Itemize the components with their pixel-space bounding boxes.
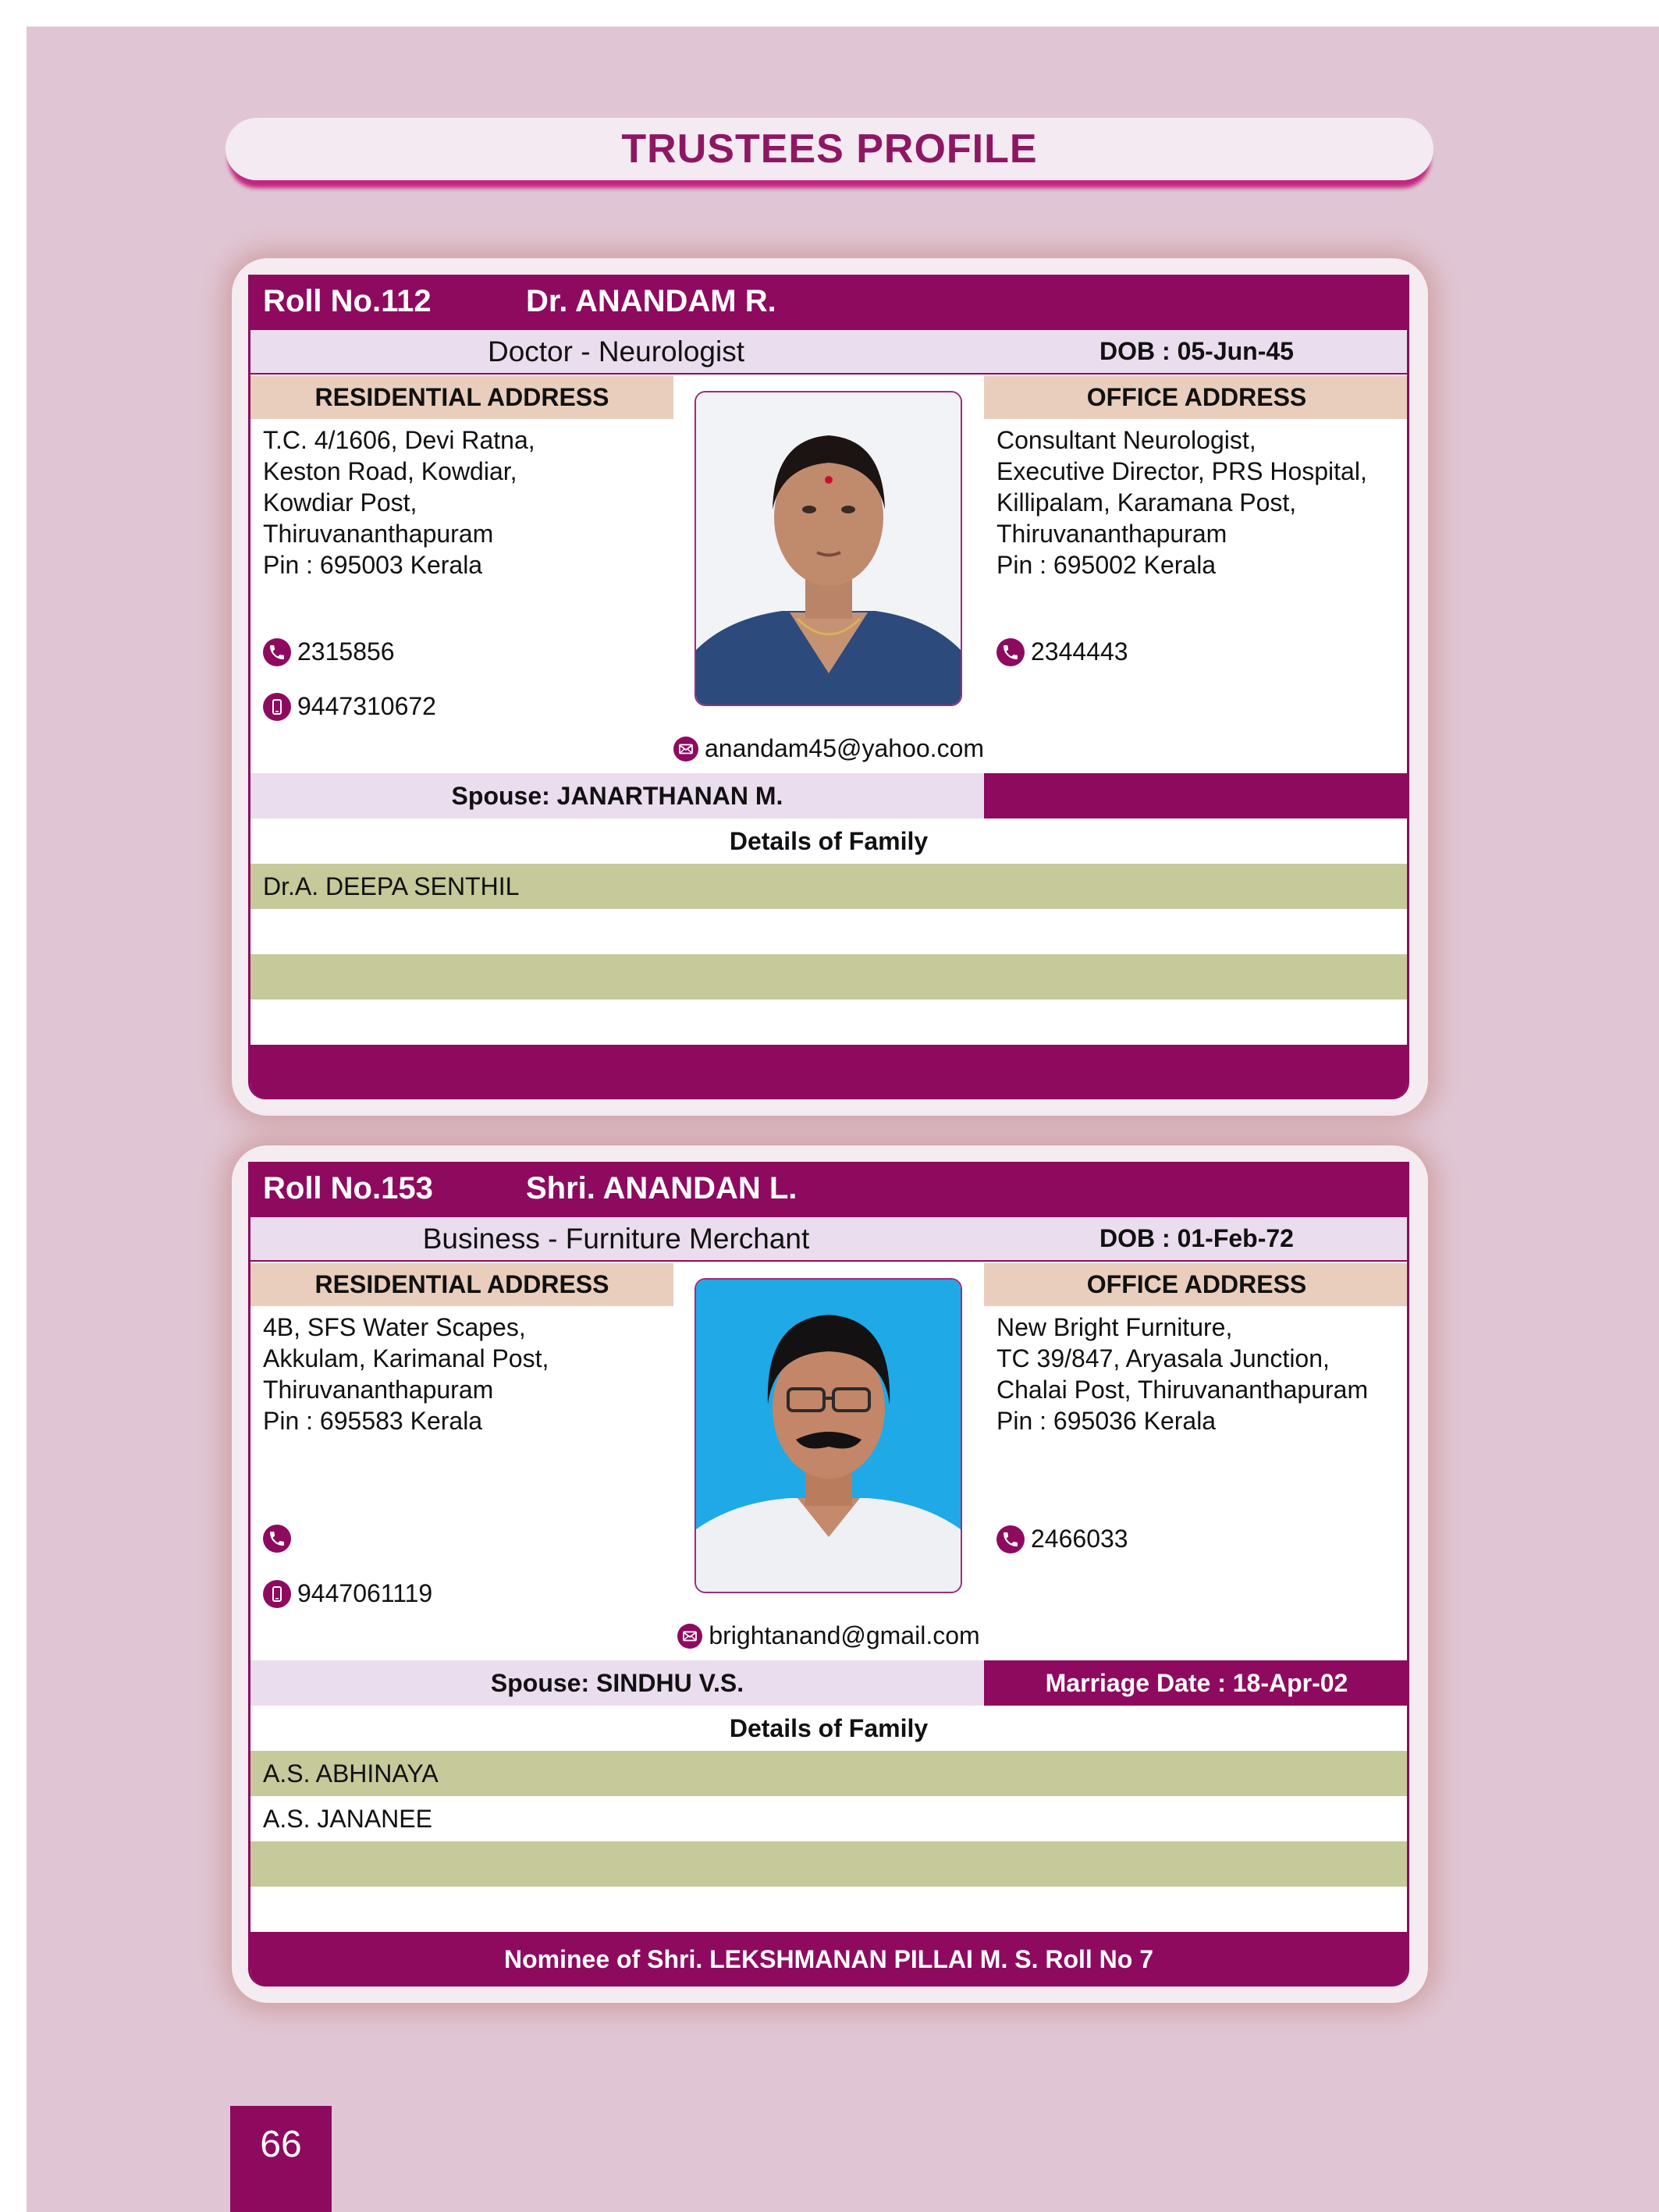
trustee-photo: [695, 391, 962, 706]
address-line: Killipalam, Karamana Post,: [996, 488, 1297, 517]
marriage-date: Marriage Date : 18-Apr-02: [984, 1660, 1409, 1706]
trustee-name: Dr. ANANDAM R.: [526, 284, 776, 318]
email-icon: [677, 1624, 702, 1649]
card-header: [250, 1162, 1407, 1217]
office-phone: [996, 1525, 1128, 1553]
family-row: [250, 1841, 1407, 1887]
family-details-title: Details of Family: [729, 1714, 929, 1742]
office-address-header: OFFICE ADDRESS: [984, 376, 1409, 419]
office-phone: [996, 637, 1128, 666]
email-row: [250, 734, 1407, 765]
phone-icon: [996, 1525, 1025, 1553]
family-row: [250, 954, 1407, 999]
phone-icon: [263, 1525, 291, 1553]
address-line: 4B, SFS Water Scapes,: [263, 1313, 526, 1341]
spouse-row: [250, 1660, 984, 1706]
office-address-header: OFFICE ADDRESS: [984, 1263, 1409, 1306]
address-line: Thiruvananthapuram: [263, 1376, 494, 1404]
page-number: 66: [230, 2106, 332, 2212]
mobile-number: [263, 1579, 432, 1608]
mobile-icon: [263, 1580, 291, 1608]
family-row: [250, 999, 1407, 1045]
occupation: Business - Furniture Merchant: [422, 1223, 810, 1255]
family-row: [250, 1887, 1407, 1932]
address-line: Akkulam, Karimanal Post,: [263, 1344, 549, 1372]
address-line: Chalai Post, Thiruvananthapuram: [996, 1376, 1369, 1404]
office-address: [996, 1312, 1406, 1436]
address-line: T.C. 4/1606, Devi Ratna,: [263, 426, 535, 454]
family-details-title: Details of Family: [729, 827, 929, 855]
residence-phone: [263, 1525, 297, 1553]
spouse-name: Spouse: JANARTHANAN M.: [451, 782, 783, 810]
spouse-row: [250, 773, 984, 818]
portrait-image: [696, 392, 961, 705]
address-line: Thiruvananthapuram: [263, 520, 494, 548]
mobile-number: [263, 692, 436, 721]
address-line: Keston Road, Kowdiar,: [263, 457, 517, 485]
address-line: New Bright Furniture,: [996, 1313, 1233, 1341]
nominee-footer: Nominee of Shri. LEKSHMANAN PILLAI M. S. Roll No 7: [250, 1932, 1407, 1987]
trustee-card-2: [232, 1145, 1428, 2003]
portrait-image: [696, 1280, 961, 1592]
address-line: TC 39/847, Aryasala Junction,: [996, 1344, 1330, 1372]
email-address[interactable]: anandam45@yahoo.com: [704, 734, 985, 762]
email-address[interactable]: brightanand@gmail.com: [709, 1621, 980, 1649]
occupation: Doctor - Neurologist: [487, 336, 744, 367]
address-line: Pin : 695583 Kerala: [263, 1407, 483, 1435]
occupation-row: [250, 1217, 1407, 1262]
trustee-card-1: [232, 258, 1428, 1116]
date-of-birth: DOB : 05-Jun-45: [1099, 337, 1294, 365]
residential-address: [263, 1312, 669, 1436]
address-line: Pin : 695002 Kerala: [996, 551, 1217, 579]
residential-address: [263, 424, 669, 581]
mobile-number-text: 9447061119: [297, 1579, 433, 1607]
trustee-photo: [695, 1278, 962, 1593]
office-phone-number: 2466033: [1031, 1525, 1128, 1553]
office-address: [996, 424, 1406, 581]
occupation-row: [250, 330, 1407, 375]
card-footer: [250, 1045, 1407, 1099]
phone-icon: [263, 638, 291, 666]
family-row: [250, 1796, 1407, 1841]
spouse-name: Spouse: SINDHU V.S.: [490, 1669, 744, 1697]
family-member: A.S. JANANEE: [263, 1805, 432, 1833]
email-icon: [673, 737, 698, 762]
address-line: Executive Director, PRS Hospital,: [996, 457, 1367, 485]
family-row: [250, 864, 1407, 909]
residence-phone: [263, 637, 395, 666]
date-of-birth: DOB : 01-Feb-72: [1099, 1224, 1294, 1252]
trustee-card-body: [248, 1162, 1409, 1987]
address-line: Kowdiar Post,: [263, 488, 417, 517]
family-member: Dr.A. DEEPA SENTHIL: [263, 872, 520, 900]
address-line: Thiruvananthapuram: [996, 520, 1227, 548]
page-title: TRUSTEES PROFILE: [226, 118, 1433, 180]
trustee-card-body: [248, 275, 1409, 1099]
family-row: [250, 1751, 1407, 1796]
residential-address-header: RESIDENTIAL ADDRESS: [250, 376, 673, 419]
address-line: Pin : 695036 Kerala: [996, 1407, 1217, 1435]
card-header: [250, 275, 1407, 330]
phone-icon: [996, 638, 1025, 666]
family-member: A.S. ABHINAYA: [263, 1759, 439, 1788]
residential-address-header: RESIDENTIAL ADDRESS: [250, 1263, 673, 1306]
family-row: [250, 909, 1407, 954]
trustee-name: Shri. ANANDAN L.: [526, 1171, 798, 1205]
residence-phone-number: 2315856: [297, 637, 395, 666]
email-row: [250, 1621, 1407, 1652]
mobile-icon: [263, 693, 291, 721]
office-phone-number: 2344443: [1031, 637, 1128, 666]
address-line: Pin : 695003 Kerala: [263, 551, 483, 579]
roll-number: Roll No.153: [263, 1171, 433, 1205]
marriage-date: [984, 773, 1409, 818]
address-line: Consultant Neurologist,: [996, 426, 1256, 454]
mobile-number-text: 9447310672: [297, 692, 436, 720]
roll-number: Roll No.112: [263, 284, 432, 318]
